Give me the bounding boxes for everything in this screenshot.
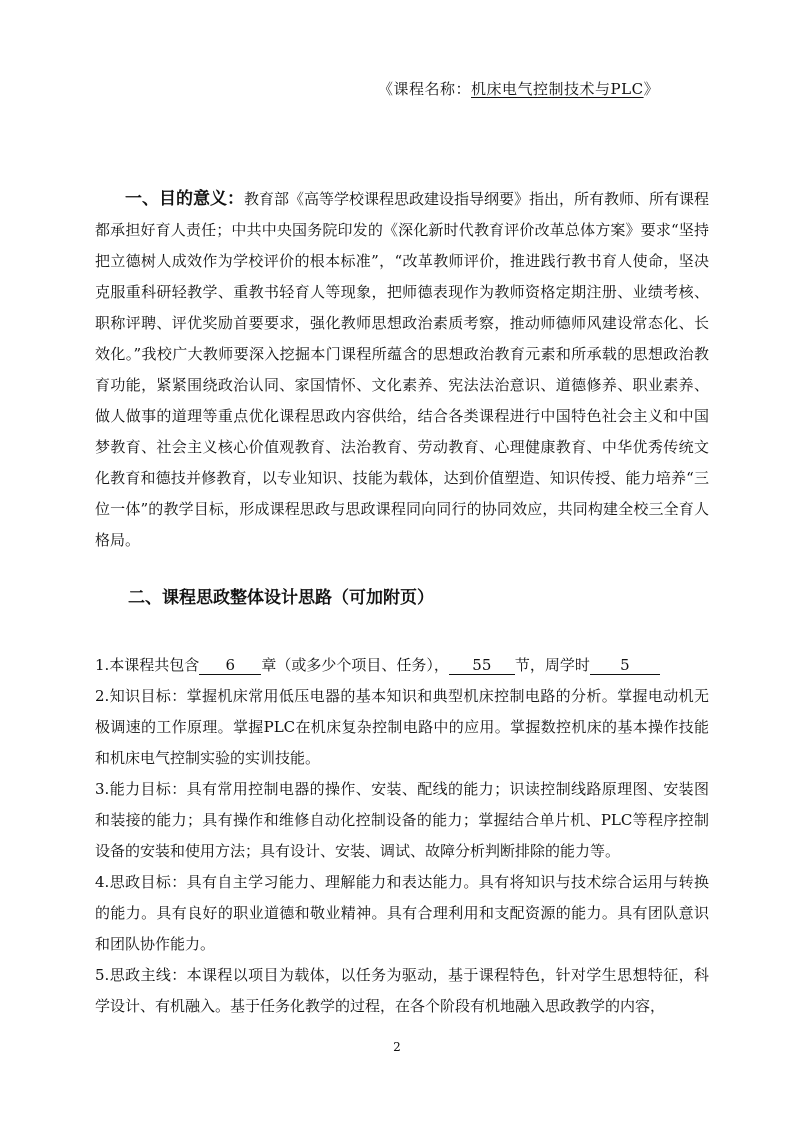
chapters-blank: 6	[199, 656, 261, 675]
item1-mid1: 章（或多少个项目、任务），	[261, 656, 449, 674]
section1-body: 教育部《高等学校课程思政建设指导纲要》指出，所有教师、所有课程都承担好育人责任；中共中央国务院印发的《深化新时代教育评价改革总体方案》要求“坚持把立德树人成效作为学校评价的根本标准”，“改革教师评价，推进践行教书育人使命，坚决克服重科研轻教学、重教书轻育人等现象，把师德表现作为教师资格定期注册、业绩考核、职称评聘、评优奖励首要要求，强化教师思想政治素质考察，推动师德师风建设常态化、长效化。”我校广大教师要深入挖掘本门课程所蕴含的思想政治教育元素和所承载的思想政治教育功能，紧紧围绕政治认同、家国情怀、文化素养、宪法法治意识、道德修养、职业素养、做人做事的道理等重点优化课程思政内容供给，结合各类课程进行中国特色社会主义和中国梦教育、社会主义核心价值观教育、法治教育、劳动教育、心理健康教育、中华优秀传统文化教育和德技并修教育，以专业知识、技能为载体，达到价值塑造、知识传授、能力培养“三位一体”的教学目标，形成课程思政与思政课程同向同行的协同效应，共同构建全校三全育人格局。	[95, 190, 710, 549]
course-prefix: 《课程名称：	[378, 80, 472, 98]
course-suffix: 》	[643, 80, 660, 98]
section2-heading: 二、课程思政整体设计思路（可加附页）	[128, 588, 434, 608]
item-1	[95, 650, 709, 681]
item1-mid2: 节，周学时	[514, 656, 590, 674]
item1-prefix: 1.本课程共包含	[95, 656, 200, 674]
section-purpose	[95, 184, 709, 556]
weekly-hours-blank: 5	[590, 656, 660, 675]
item-3: 3.能力目标：具有常用控制电器的操作、安装、配线的能力；识读控制线路原理图、安装图和装接的能力；具有操作和维修自动化控制设备的能力；掌握结合单片机、PLC等程序控制设备的安装和使用方法；具有设计、安装、调试、故障分析判断排除的能力等。	[95, 780, 709, 860]
section-design	[95, 650, 709, 1022]
page-number: 2	[393, 1040, 401, 1054]
course-name: 机床电气控制技术与PLC	[471, 80, 644, 98]
section1-heading: 一、目的意义：	[125, 189, 244, 209]
item-5: 5.思政主线：本课程以项目为载体，以任务为驱动，基于课程特色，针对学生思想特征，科学设计、有机融入。基于任务化教学的过程，在各个阶段有机地融入思政教学的内容，	[95, 966, 709, 1015]
item-2: 2.知识目标：掌握机床常用低压电器的基本知识和典型机床控制电路的分析。掌握电动机无极调速的工作原理。掌握PLC在机床复杂控制电路中的应用。掌握数控机床的基本操作技能和机床电气控制实验的实训技能。	[95, 687, 709, 767]
item-4: 4.思政目标：具有自主学习能力、理解能力和表达能力。具有将知识与技术综合运用与转换的能力。具有良好的职业道德和敬业精神。具有合理利用和支配资源的能力。具有团队意识和团队协作能力。	[95, 873, 709, 953]
sections-blank: 55	[449, 656, 515, 675]
course-name-line	[378, 78, 659, 99]
